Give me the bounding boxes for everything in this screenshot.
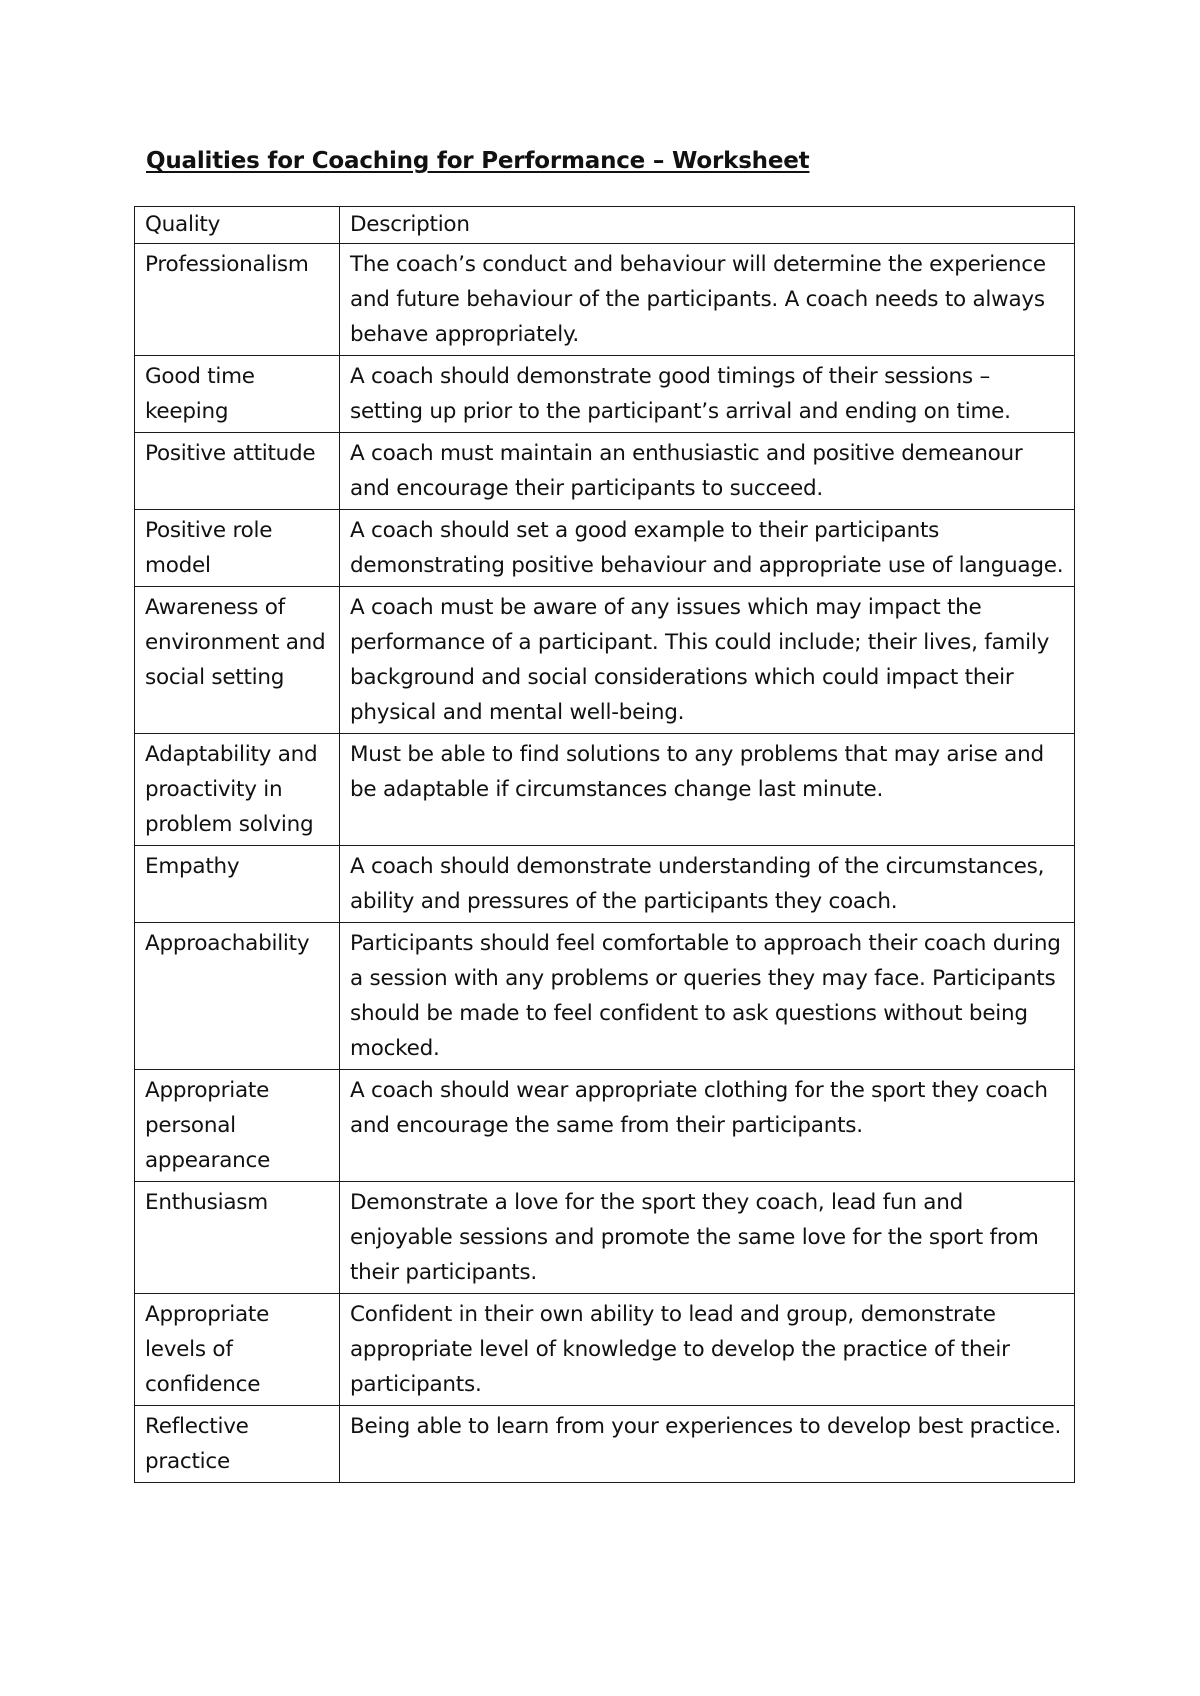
quality-cell: Awareness of environment and social setting [135, 587, 340, 734]
quality-cell: Adaptability and proactivity in problem solving [135, 734, 340, 846]
description-cell: A coach should set a good example to their participants demonstrating positive behaviour and appropriate use of language. [340, 510, 1075, 587]
table-header-row [135, 207, 1075, 244]
quality-cell: Empathy [135, 846, 340, 923]
quality-cell: Reflective practice [135, 1406, 340, 1483]
description-cell: A coach should wear appropriate clothing for the sport they coach and encourage the same from their participants. [340, 1070, 1075, 1182]
description-cell: A coach must be aware of any issues which may impact the performance of a participant. This could include; their lives, family background and social considerations which could impact their physical and mental well-being. [340, 587, 1075, 734]
description-cell: Must be able to find solutions to any problems that may arise and be adaptable if circumstances change last minute. [340, 734, 1075, 846]
quality-cell: Approachability [135, 923, 340, 1070]
table-row [135, 433, 1075, 510]
description-cell: A coach should demonstrate understanding of the circumstances, ability and pressures of the participants they coach. [340, 846, 1075, 923]
qualities-table [134, 206, 1075, 1483]
description-cell: Being able to learn from your experiences to develop best practice. [340, 1406, 1075, 1483]
quality-cell: Good time keeping [135, 356, 340, 433]
description-cell: Confident in their own ability to lead and group, demonstrate appropriate level of knowledge to develop the practice of their participants. [340, 1294, 1075, 1406]
description-cell: The coach’s conduct and behaviour will determine the experience and future behaviour of the participants. A coach needs to always behave appropriately. [340, 244, 1075, 356]
quality-cell: Positive role model [135, 510, 340, 587]
header-description: Description [340, 207, 1075, 244]
table-row [135, 356, 1075, 433]
table-row [135, 1406, 1075, 1483]
table-row [135, 846, 1075, 923]
quality-cell: Appropriate personal appearance [135, 1070, 340, 1182]
quality-cell: Professionalism [135, 244, 340, 356]
table-row [135, 1182, 1075, 1294]
description-cell: A coach should demonstrate good timings of their sessions – setting up prior to the participant’s arrival and ending on time. [340, 356, 1075, 433]
table-row [135, 734, 1075, 846]
table-row [135, 510, 1075, 587]
table-row [135, 587, 1075, 734]
header-quality: Quality [135, 207, 340, 244]
table-row [135, 923, 1075, 1070]
table-row [135, 1070, 1075, 1182]
table-row [135, 244, 1075, 356]
description-cell: A coach must maintain an enthusiastic and positive demeanour and encourage their participants to succeed. [340, 433, 1075, 510]
quality-cell: Appropriate levels of confidence [135, 1294, 340, 1406]
description-cell: Demonstrate a love for the sport they coach, lead fun and enjoyable sessions and promote the same love for the sport from their participants. [340, 1182, 1075, 1294]
document-title: Qualities for Coaching for Performance – Worksheet [146, 148, 810, 174]
description-cell: Participants should feel comfortable to approach their coach during a session with any problems or queries they may face. Participants should be made to feel confident to ask questions without being mocked. [340, 923, 1075, 1070]
quality-cell: Positive attitude [135, 433, 340, 510]
table-row [135, 1294, 1075, 1406]
quality-cell: Enthusiasm [135, 1182, 340, 1294]
